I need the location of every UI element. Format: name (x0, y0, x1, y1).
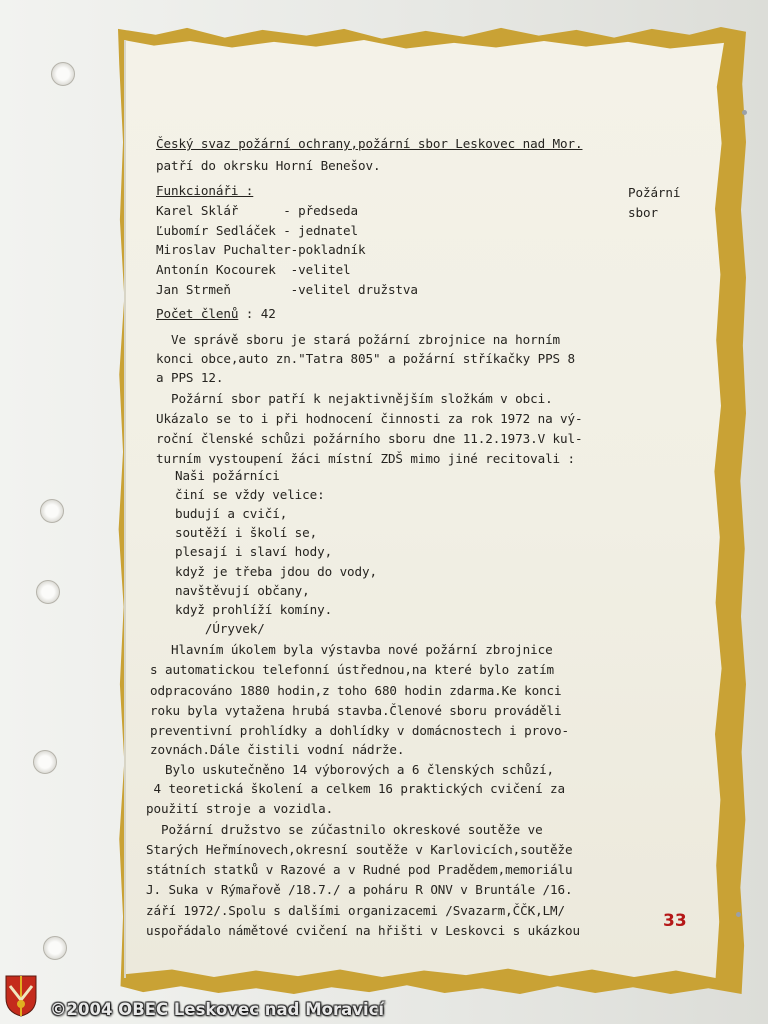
body-line: odpracováno 1880 hodin,z toho 680 hodin zdarma.Ke konci (150, 683, 562, 698)
body-line: turním vystoupení žáci místní ZDŠ mimo jiné recitovali : (156, 451, 575, 466)
mounting-pin (742, 110, 747, 115)
body-line: 4 teoretická školení a celkem 16 praktických cvičení za (146, 781, 565, 796)
body-line: Ukázalo se to i při hodnocení činnosti za rok 1972 na vý- (156, 411, 583, 426)
poem-line: když je třeba jdou do vody, (160, 564, 377, 579)
poem-line: když prohlíží komíny. (160, 602, 333, 617)
members-label: Počet členů (156, 306, 239, 321)
body-line: roční členské schůzi požárního sboru dne 11.2.1973.V kul- (156, 431, 583, 446)
body-line: J. Suka v Rýmařově /18.7./ a poháru R ONV v Bruntále /16. (146, 882, 573, 897)
members-value: : 42 (238, 306, 276, 321)
poem-line: Naši požárníci (160, 468, 280, 483)
body-line: uspořádalo námětové cvičení na hřišti v Leskovci s ukázkou (146, 923, 580, 938)
copyright-text: ©2004 OBEC Leskovec nad Moravicí (50, 1000, 385, 1019)
official-entry: Ľubomír Sedláček - jednatel (156, 223, 359, 238)
official-entry: Miroslav Puchalter-pokladník (156, 242, 366, 257)
body-line: Starých Heřmínovech,okresní soutěže v Karlovicích,soutěže (146, 842, 573, 857)
page-number: 33 (663, 911, 687, 931)
body-line: září 1972/.Spolu s dalšími organizacemi /Svazarm,ČČK,LM/ (146, 903, 565, 918)
official-entry: Jan Strmeň -velitel družstva (156, 282, 418, 297)
poem-line: budují a cvičí, (160, 506, 288, 521)
officials-title: Funkcionáři : (156, 183, 254, 198)
poem-line: činí se vždy velice: (160, 487, 325, 502)
binder-hole-icon (40, 499, 64, 523)
poem-attribution: /Úryvek/ (160, 621, 265, 636)
binder-hole-icon (51, 62, 75, 86)
footer-bar (0, 996, 768, 1024)
poem-line: navštěvují občany, (160, 583, 310, 598)
body-line: preventivní prohlídky a dohlídky v domácnostech i provo- (150, 723, 569, 738)
document-heading: Český svaz požární ochrany,požární sbor Leskovec nad Mor. (156, 136, 583, 151)
binder-hole-icon (43, 936, 67, 960)
poem-line: plesají i slaví hody, (160, 544, 333, 559)
margin-note: sbor (628, 205, 658, 220)
body-line: Hlavním úkolem byla výstavba nové požární zbrojnice (156, 642, 553, 657)
body-line: zovnách.Dále čistili vodní nádrže. (150, 742, 405, 757)
margin-note: Požární (628, 185, 681, 200)
poem-line: soutěží i školí se, (160, 525, 318, 540)
body-line: Požární družstvo se zúčastnilo okreskové soutěže ve (146, 822, 543, 837)
official-entry: Karel Sklář - předseda (156, 203, 359, 218)
body-line: roku byla vytažena hrubá stavba.Členové sboru prováděli (150, 703, 562, 718)
body-line: Požární sbor patří k nejaktivnějším složkám v obci. (156, 391, 553, 406)
binder-hole-icon (33, 750, 57, 774)
body-line: s automatickou telefonní ústřednou,na které bylo zatím (150, 662, 555, 677)
body-line: státních statků v Razové a v Rudné pod Pradědem,memoriálu (146, 862, 573, 877)
body-line: Bylo uskutečněno 14 výborových a 6 členských schůzí, (150, 762, 555, 777)
body-line: Ve správě sboru je stará požární zbrojnice na horním (156, 332, 561, 347)
document-subheading: patří do okrsku Horní Benešov. (156, 158, 381, 173)
body-line: použití stroje a vozidla. (146, 801, 334, 816)
body-line: a PPS 12. (156, 370, 224, 385)
official-entry: Antonín Kocourek -velitel (156, 262, 351, 277)
binder-hole-icon (36, 580, 60, 604)
body-line: konci obce,auto zn."Tatra 805" a požární stříkačky PPS 8 (156, 351, 575, 366)
mounting-pin (736, 912, 741, 917)
page-fold (124, 40, 126, 978)
members-count (156, 306, 276, 322)
